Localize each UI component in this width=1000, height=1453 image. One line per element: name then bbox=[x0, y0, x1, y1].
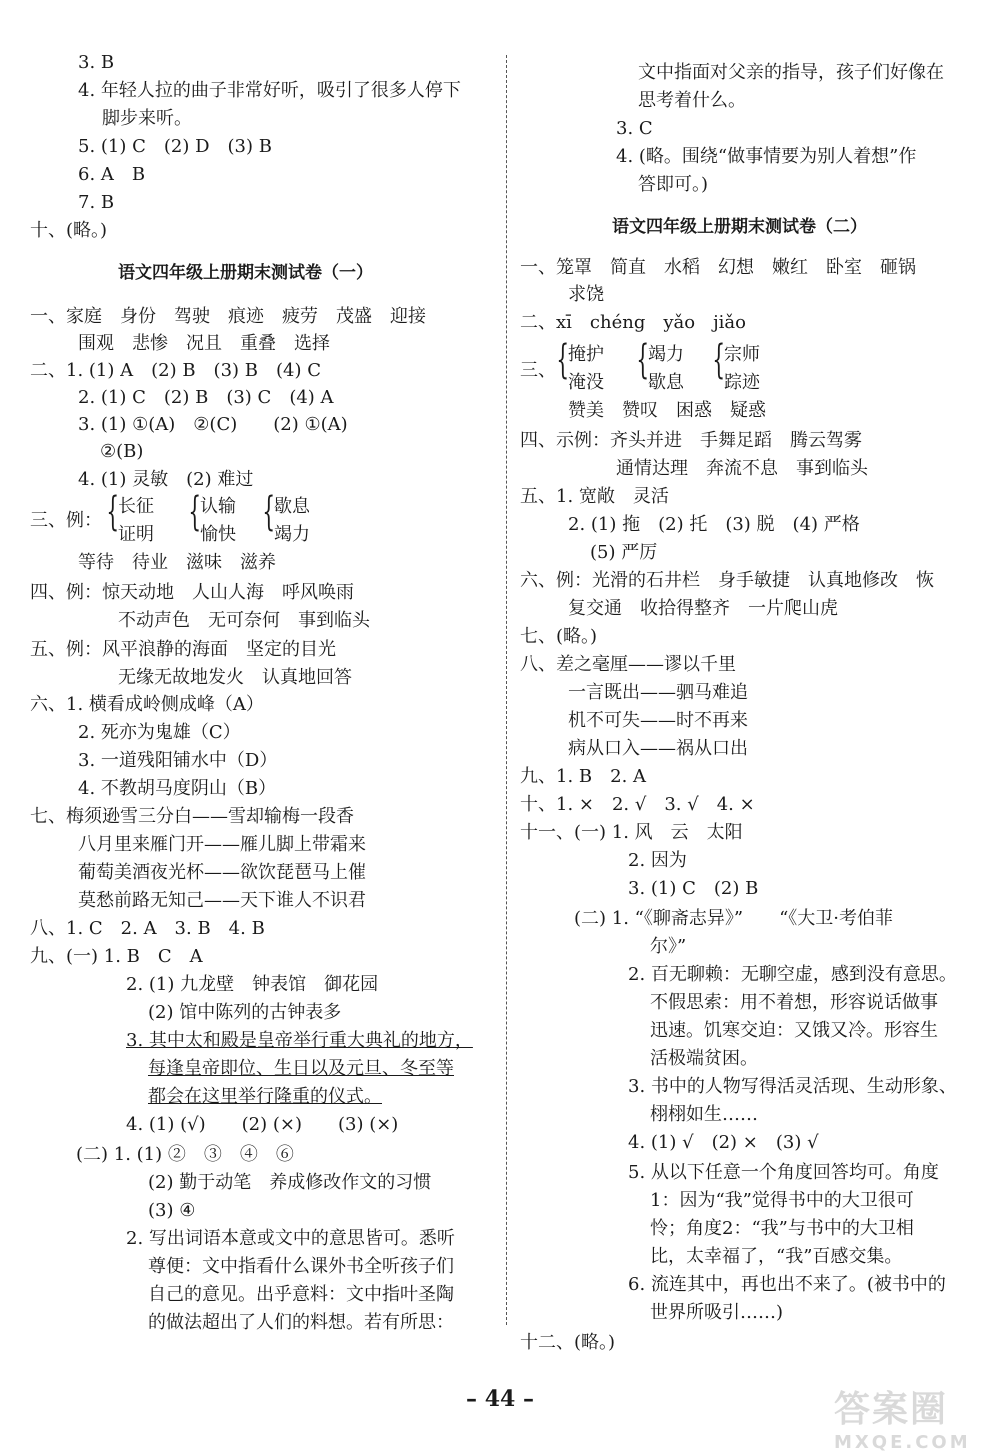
brace-icon: { bbox=[636, 337, 650, 383]
answer-line: 五、1. 宽敞 灵活 bbox=[520, 486, 669, 507]
answer-line: 不假思索：用不着想，形容说话做事 bbox=[650, 992, 938, 1013]
answer-line: 5. (1) C (2) D (3) B bbox=[78, 136, 272, 157]
word-group-item: 竭力 bbox=[274, 524, 310, 545]
answer-line: 自己的意见。出乎意料：文中指叶圣陶 bbox=[148, 1284, 454, 1305]
brace-icon: { bbox=[188, 489, 202, 535]
answer-line: 答即可。) bbox=[638, 174, 709, 195]
watermark-logo bbox=[834, 1381, 984, 1453]
word-group-item: 愉快 bbox=[200, 524, 236, 545]
answer-line: 3. (1) C (2) B bbox=[628, 878, 759, 899]
answer-line: (二) 1. “《聊斋志异》” “《大卫·考伯菲 bbox=[574, 908, 893, 929]
answer-line: 求饶 bbox=[568, 284, 604, 305]
underlined-answer: 都会在这里举行隆重的仪式。 bbox=[148, 1086, 382, 1107]
answer-line: 怜；角度2：“我”与书中的大卫相 bbox=[650, 1218, 914, 1239]
column-divider bbox=[506, 55, 507, 1325]
brace-icon: { bbox=[106, 489, 120, 535]
word-group-item: 竭力 bbox=[648, 344, 684, 365]
answer-line: 3. (1) ①(A) ②(C) (2) ①(A) bbox=[78, 414, 348, 435]
page-number: – 44 – bbox=[466, 1386, 534, 1412]
answer-line: 一言既出——驷马难追 bbox=[568, 682, 748, 703]
word-group-item: 歇息 bbox=[648, 372, 684, 393]
answer-line: 三、例： bbox=[30, 510, 102, 531]
answer-line: 2. (1) C (2) B (3) C (4) A bbox=[78, 387, 334, 408]
answer-line: 活极端贫困。 bbox=[650, 1048, 758, 1069]
answer-line: 病从口入——祸从口出 bbox=[568, 738, 748, 759]
answer-line: (5) 严厉 bbox=[590, 542, 658, 563]
answer-line: 机不可失——时不再来 bbox=[568, 710, 748, 731]
answer-line: (二) 1. (1) ② ③ ④ ⑥ bbox=[76, 1144, 294, 1165]
answer-line: 4. 年轻人拉的曲子非常好听，吸引了很多人停下 bbox=[78, 80, 461, 101]
answer-line: 八、差之毫厘——谬以千里 bbox=[520, 654, 736, 675]
answer-line: 2. (1) 九龙壁 钟表馆 御花园 bbox=[126, 974, 379, 995]
answer-line: 7. B bbox=[78, 192, 115, 213]
answer-line: 5. 从以下任意一个角度回答均可。角度 bbox=[628, 1162, 939, 1183]
word-group-item: 宗师 bbox=[724, 344, 760, 365]
answer-line: 比，太幸福了，“我”百感交集。 bbox=[650, 1246, 903, 1267]
answer-line: 二、1. (1) A (2) B (3) B (4) C bbox=[30, 360, 321, 381]
answer-line: 4. (1) √ (2) × (3) √ bbox=[628, 1132, 819, 1153]
answer-line: 九、(一) 1. B C A bbox=[30, 946, 203, 967]
answer-line: 九、1. B 2. A bbox=[520, 766, 647, 787]
section-title: 语文四年级上册期末测试卷（一） bbox=[118, 263, 373, 283]
answer-line: 十、1. × 2. √ 3. √ 4. × bbox=[520, 794, 755, 815]
word-group-item: 证明 bbox=[118, 524, 154, 545]
answer-line: 七、梅须逊雪三分白——雪却输梅一段香 bbox=[30, 806, 354, 827]
answer-line: 十、(略。) bbox=[30, 220, 108, 241]
answer-line: 4. (略。围绕“做事情要为别人着想”作 bbox=[616, 146, 917, 167]
answer-line: 十一、(一) 1. 风 云 太阳 bbox=[520, 822, 743, 843]
answer-line: 无缘无故地发火 认真地回答 bbox=[118, 667, 352, 688]
answer-line: 4. (1) 灵敏 (2) 难过 bbox=[78, 469, 254, 490]
answer-line: 围观 悲惨 况且 重叠 选择 bbox=[78, 333, 330, 354]
answer-line: 3. C bbox=[616, 118, 653, 139]
underlined-answer: 3. 其中太和殿是皇帝举行重大典礼的地方， bbox=[126, 1030, 473, 1051]
answer-line: 世界所吸引……) bbox=[650, 1302, 784, 1323]
answer-line: 葡萄美酒夜光杯——欲饮琵琶马上催 bbox=[78, 862, 366, 883]
answer-line: 莫愁前路无知己——天下谁人不识君 bbox=[78, 890, 366, 911]
word-group-item: 踪迹 bbox=[724, 372, 760, 393]
answer-line: 十二、(略。) bbox=[520, 1332, 616, 1353]
answer-line: 6. 流连其中，再也出不来了。(被书中的 bbox=[628, 1274, 946, 1295]
answer-line: 通情达理 奔流不息 事到临头 bbox=[616, 458, 868, 479]
brace-icon: { bbox=[262, 489, 276, 535]
answer-line: 六、1. 横看成岭侧成峰（A） bbox=[30, 694, 264, 715]
answer-line: 2. (1) 拖 (2) 托 (3) 脱 (4) 严格 bbox=[568, 514, 860, 535]
answer-line: 6. A B bbox=[78, 164, 146, 185]
answer-line: 2. 百无聊赖：无聊空虚，感到没有意思。 bbox=[628, 964, 957, 985]
answer-line: 复交通 收拾得整齐 一片爬山虎 bbox=[568, 598, 838, 619]
word-group-item: 长征 bbox=[118, 496, 154, 517]
answer-line: 四、例：惊天动地 人山人海 呼风唤雨 bbox=[30, 582, 354, 603]
pinyin-answer: 二、xī chéng yǎo jiǎo bbox=[520, 312, 746, 333]
answer-line: 3. 一道残阳铺水中（D） bbox=[78, 750, 278, 771]
answer-line: 脚步来听。 bbox=[102, 108, 192, 129]
answer-line: 的做法超出了人们的料想。若有所思： bbox=[148, 1312, 454, 1333]
section-title: 语文四年级上册期末测试卷（二） bbox=[612, 217, 867, 237]
answer-line: 八月里来雁门开——雁儿脚上带霜来 bbox=[78, 834, 366, 855]
answer-line: ②(B) bbox=[100, 441, 144, 462]
answer-line: 3. B bbox=[78, 52, 115, 73]
answer-line: 4. (1) (√) (2) (×) (3) (×) bbox=[126, 1114, 399, 1135]
watermark-url: MXQE.COM bbox=[834, 1432, 971, 1453]
answer-line: (3) ④ bbox=[148, 1200, 196, 1221]
answer-line: 2. 死亦为鬼雄（C） bbox=[78, 722, 241, 743]
answer-line: 赞美 赞叹 困惑 疑惑 bbox=[568, 400, 766, 421]
answer-line: 1：因为“我”觉得书中的大卫很可 bbox=[650, 1190, 914, 1211]
watermark-text: 答案圈 bbox=[834, 1389, 949, 1430]
answer-line: 栩栩如生…… bbox=[650, 1104, 758, 1125]
answer-line: 一、笼罩 简直 水稻 幻想 嫩红 卧室 砸锅 bbox=[520, 257, 916, 278]
answer-line: 六、例：光滑的石井栏 身手敏捷 认真地修改 恢 bbox=[520, 570, 934, 591]
answer-line: 三、 bbox=[520, 360, 556, 381]
word-group-item: 淹没 bbox=[568, 372, 604, 393]
brace-icon: { bbox=[556, 337, 570, 383]
answer-line: 尊便：文中指看什么课外书全听孩子们 bbox=[148, 1256, 454, 1277]
word-group-item: 认输 bbox=[200, 496, 236, 517]
word-group-item: 掩护 bbox=[568, 344, 604, 365]
answer-line: 文中指面对父亲的指导，孩子们好像在 bbox=[638, 62, 944, 83]
answer-line: 思考着什么。 bbox=[638, 90, 746, 111]
answer-line: 一、家庭 身份 驾驶 痕迹 疲劳 茂盛 迎接 bbox=[30, 306, 426, 327]
answer-line: 八、1. C 2. A 3. B 4. B bbox=[30, 918, 265, 939]
answer-line: (2) 馆中陈列的古钟表多 bbox=[148, 1002, 342, 1023]
answer-line: (2) 勤于动笔 养成修改作文的习惯 bbox=[148, 1172, 432, 1193]
answer-line: 五、例：风平浪静的海面 坚定的目光 bbox=[30, 639, 336, 660]
answer-line: 2. 写出词语本意或文中的意思皆可。悉听 bbox=[126, 1228, 455, 1249]
answer-line: 3. 书中的人物写得活灵活现、生动形象、 bbox=[628, 1076, 957, 1097]
answer-line: 迅速。饥寒交迫：又饿又冷。形容生 bbox=[650, 1020, 938, 1041]
brace-icon: { bbox=[712, 337, 726, 383]
answer-line: 2. 因为 bbox=[628, 850, 687, 871]
answer-line: 尔》” bbox=[650, 936, 687, 957]
answer-line: 4. 不教胡马度阴山（B） bbox=[78, 778, 277, 799]
answer-line: 四、示例：齐头并进 手舞足蹈 腾云驾雾 bbox=[520, 430, 862, 451]
word-group-item: 歇息 bbox=[274, 496, 310, 517]
answer-line: 等待 待业 滋味 滋养 bbox=[78, 552, 276, 573]
underlined-answer: 每逢皇帝即位、生日以及元旦、冬至等 bbox=[148, 1058, 454, 1079]
answer-line: 不动声色 无可奈何 事到临头 bbox=[118, 610, 370, 631]
answer-line: 七、(略。) bbox=[520, 626, 598, 647]
